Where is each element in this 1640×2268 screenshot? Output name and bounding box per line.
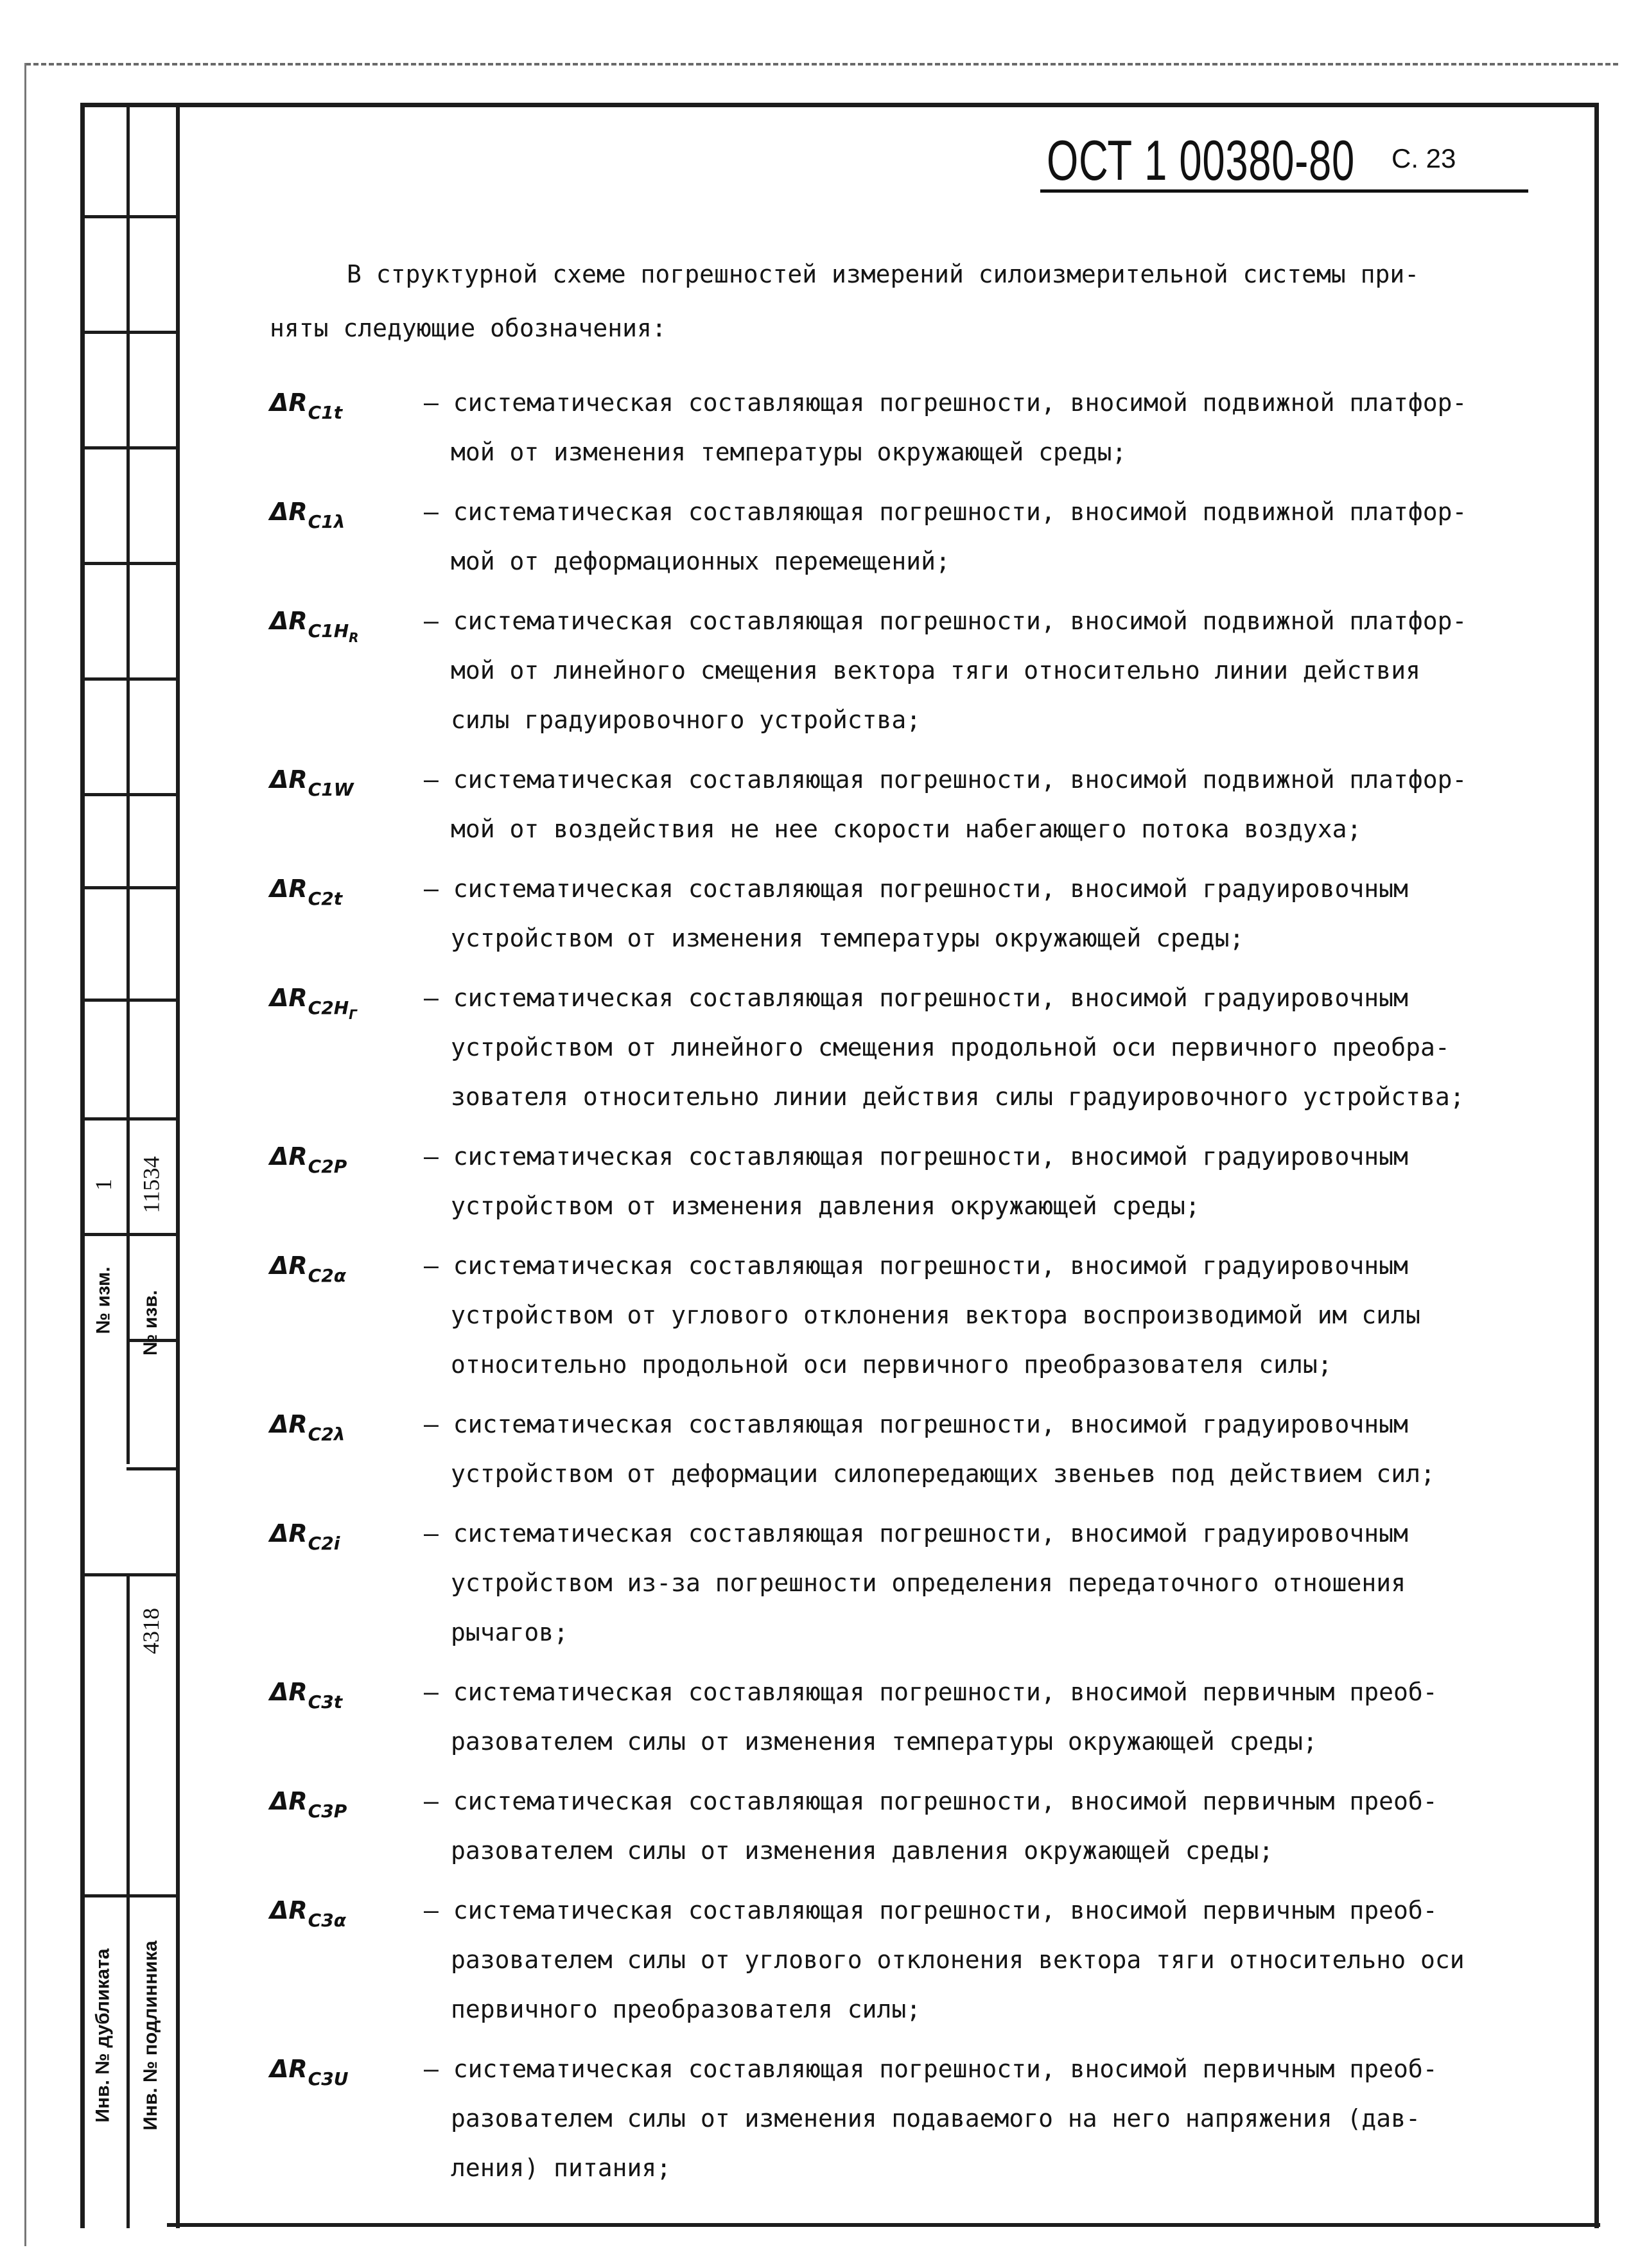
symbol-subscript: C3P <box>308 1801 347 1822</box>
definition-line: устройством от деформации силопередающих звеньев под действием сил; <box>451 1460 1435 1488</box>
dubl-label: Инв. № дубликата <box>92 1948 114 2123</box>
definition-line: зователя относительно линии действия силы градуировочного устройства; <box>451 1083 1465 1111</box>
izv-label: № изв. <box>140 1290 162 1356</box>
definition-line: – систематическая составляющая погрешности, вносимой подвижной платфор- <box>424 597 1522 646</box>
symbol-subscript: C1W <box>308 779 354 800</box>
definition-line: относительно продольной оси первичного преобразователя силы; <box>451 1350 1332 1379</box>
definition-symbol <box>270 864 424 963</box>
symbol-subscript-index: Г <box>349 1007 357 1022</box>
definition-line: – систематическая составляющая погрешности, вносимой градуировочным <box>424 1400 1522 1449</box>
symbol-base: ΔR <box>270 1787 308 1815</box>
definition-line: – систематическая составляющая погрешности, вносимой градуировочным <box>424 1509 1522 1558</box>
symbol-subscript: C3U <box>308 2068 349 2089</box>
definition-item <box>270 973 1522 1122</box>
symbol-subscript: C2H <box>308 997 349 1018</box>
definition-item <box>270 1132 1522 1231</box>
definition-symbol <box>270 1886 424 2034</box>
definition-item <box>270 2045 1522 2193</box>
definition-line: мой от деформационных перемещений; <box>451 547 950 575</box>
page-number: С. 23 <box>1391 143 1456 173</box>
symbol-base: ΔR <box>270 1678 308 1706</box>
symbol-base: ΔR <box>270 388 308 417</box>
definition-line: рычагов; <box>451 1618 569 1646</box>
definition-text <box>424 487 1522 586</box>
definition-text <box>424 1668 1522 1766</box>
definition-item <box>270 1886 1522 2034</box>
definition-symbol <box>270 1132 424 1231</box>
definition-symbol <box>270 755 424 854</box>
document-header <box>1040 125 1528 193</box>
definition-text <box>424 755 1522 854</box>
definition-line: разователем силы от изменения температуры окружающей среды; <box>451 1727 1318 1756</box>
definition-line: устройством от линейного смещения продольной оси первичного преобра- <box>451 1033 1450 1061</box>
symbol-base: ΔR <box>270 875 308 903</box>
definition-line: силы градуировочного устройства; <box>451 706 921 734</box>
definition-line: – систематическая составляющая погрешности, вносимой первичным преоб- <box>424 1886 1522 1935</box>
definition-text <box>424 1132 1522 1231</box>
definition-symbol <box>270 487 424 586</box>
symbol-base: ΔR <box>270 984 308 1012</box>
definition-line: – систематическая составляющая погрешности, вносимой градуировочным <box>424 1241 1522 1291</box>
definition-line: устройством от изменения давления окружающей среды; <box>451 1192 1200 1220</box>
definition-symbol <box>270 378 424 477</box>
strip-rule <box>80 999 180 1002</box>
intro-line: няты следующие обозначения: <box>270 314 667 342</box>
scan-edge-top <box>26 63 1618 65</box>
symbol-base: ΔR <box>270 1410 308 1438</box>
definition-symbol <box>270 1509 424 1657</box>
definition-line: мой от линейного смещения вектора тяги относительно линии действия <box>451 656 1420 685</box>
izv-value: 11534 <box>138 1156 164 1214</box>
symbol-subscript: C2α <box>308 1265 346 1286</box>
definition-item <box>270 864 1522 963</box>
definition-line: – систематическая составляющая погрешности, вносимой градуировочным <box>424 1132 1522 1182</box>
definition-line: разователем силы от углового отклонения вектора тяги относительно оси <box>451 1946 1465 1974</box>
izm-label: № изм. <box>92 1266 114 1334</box>
definition-line: мой от воздействия не нее скорости набегающего потока воздуха; <box>451 815 1362 843</box>
definition-line: разователем силы от изменения давления окружающей среды; <box>451 1836 1274 1865</box>
symbol-subscript: C1λ <box>308 511 345 532</box>
symbol-base: ΔR <box>270 1252 308 1280</box>
symbol-subscript: C2P <box>308 1156 347 1177</box>
definition-text <box>424 973 1522 1122</box>
strip-rule <box>126 1467 177 1470</box>
symbol-subscript: C2t <box>308 888 343 909</box>
strip-rule <box>80 215 180 218</box>
definition-text <box>424 1400 1522 1499</box>
definition-text <box>424 1509 1522 1657</box>
definition-line: – систематическая составляющая погрешности, вносимой градуировочным <box>424 864 1522 914</box>
symbol-base: ΔR <box>270 1519 308 1548</box>
symbol-base: ΔR <box>270 1896 308 1924</box>
intro-line: В структурной схеме погрешностей измерений силоизмерительной системы при- <box>347 260 1420 288</box>
definition-item <box>270 1668 1522 1766</box>
body-text <box>270 247 1522 2193</box>
definition-line: – систематическая составляющая погрешности, вносимой подвижной платфор- <box>424 378 1522 428</box>
definition-item <box>270 1241 1522 1390</box>
symbol-subscript: C1t <box>308 402 343 423</box>
definition-item <box>270 1400 1522 1499</box>
symbol-base: ΔR <box>270 607 308 635</box>
definition-text <box>424 597 1522 745</box>
definition-line: – систематическая составляющая погрешности, вносимой первичным преоб- <box>424 2045 1522 2094</box>
definitions-list <box>270 368 1522 2193</box>
izm-value: 1 <box>91 1179 116 1191</box>
definition-text <box>424 378 1522 477</box>
definition-line: ления) питания; <box>451 2154 672 2182</box>
definition-symbol <box>270 1241 424 1390</box>
definition-text <box>424 1886 1522 2034</box>
strip-rule <box>80 677 180 681</box>
symbol-base: ΔR <box>270 1142 308 1171</box>
definition-item <box>270 378 1522 477</box>
symbol-subscript: C3α <box>308 1910 346 1931</box>
podl-value: 4318 <box>138 1608 164 1654</box>
page-frame-bottom <box>167 2223 1600 2227</box>
symbol-base: ΔR <box>270 498 308 526</box>
strip-divider-upper <box>126 103 130 1464</box>
definition-line: – систематическая составляющая погрешности, вносимой первичным преоб- <box>424 1668 1522 1717</box>
symbol-subscript: C2i <box>308 1533 340 1554</box>
intro-paragraph <box>270 247 1522 355</box>
strip-rule <box>80 793 180 796</box>
definition-text <box>424 1241 1522 1390</box>
definition-line: устройством от изменения температуры окружающей среды; <box>451 924 1244 952</box>
definition-line: – систематическая составляющая погрешности, вносимой градуировочным <box>424 973 1522 1023</box>
strip-rule <box>80 886 180 889</box>
podl-label: Инв. № подлинника <box>140 1941 162 2131</box>
definition-symbol <box>270 2045 424 2193</box>
definition-item <box>270 1777 1522 1876</box>
symbol-subscript: C1H <box>308 620 349 641</box>
symbol-base: ΔR <box>270 2055 308 2083</box>
symbol-subscript: C3t <box>308 1691 343 1713</box>
definition-line: – систематическая составляющая погрешности, вносимой подвижной платфор- <box>424 755 1522 805</box>
definition-item <box>270 487 1522 586</box>
symbol-subscript-index: R <box>349 630 359 645</box>
strip-rule <box>80 446 180 449</box>
definition-item <box>270 755 1522 854</box>
definition-text <box>424 1777 1522 1876</box>
definition-item <box>270 1509 1522 1657</box>
definition-symbol <box>270 1400 424 1499</box>
symbol-base: ΔR <box>270 765 308 794</box>
strip-rule <box>80 562 180 565</box>
definition-line: – систематическая составляющая погрешности, вносимой подвижной платфор- <box>424 487 1522 537</box>
document-code: ОСТ 1 00380-80 <box>1047 128 1355 192</box>
definition-text <box>424 864 1522 963</box>
scan-edge-left <box>24 63 26 2246</box>
definition-symbol <box>270 597 424 745</box>
strip-rule <box>80 1117 180 1121</box>
definition-line: разователем силы от изменения подаваемого на него напряжения (дав- <box>451 2104 1420 2133</box>
definition-line: устройством из-за погрешности определения передаточного отношения <box>451 1569 1406 1597</box>
definition-symbol <box>270 1777 424 1876</box>
definition-text <box>424 2045 1522 2193</box>
symbol-subscript: C2λ <box>308 1424 345 1445</box>
definition-symbol <box>270 973 424 1122</box>
definition-line: устройством от углового отклонения вектора воспроизводимой им силы <box>451 1301 1420 1329</box>
definition-item <box>270 597 1522 745</box>
definition-line: – систематическая составляющая погрешности, вносимой первичным преоб- <box>424 1777 1522 1826</box>
strip-rule <box>80 331 180 334</box>
definition-symbol <box>270 1668 424 1766</box>
definition-line: первичного преобразователя силы; <box>451 1995 921 2023</box>
definition-line: мой от изменения температуры окружающей среды; <box>451 438 1127 466</box>
